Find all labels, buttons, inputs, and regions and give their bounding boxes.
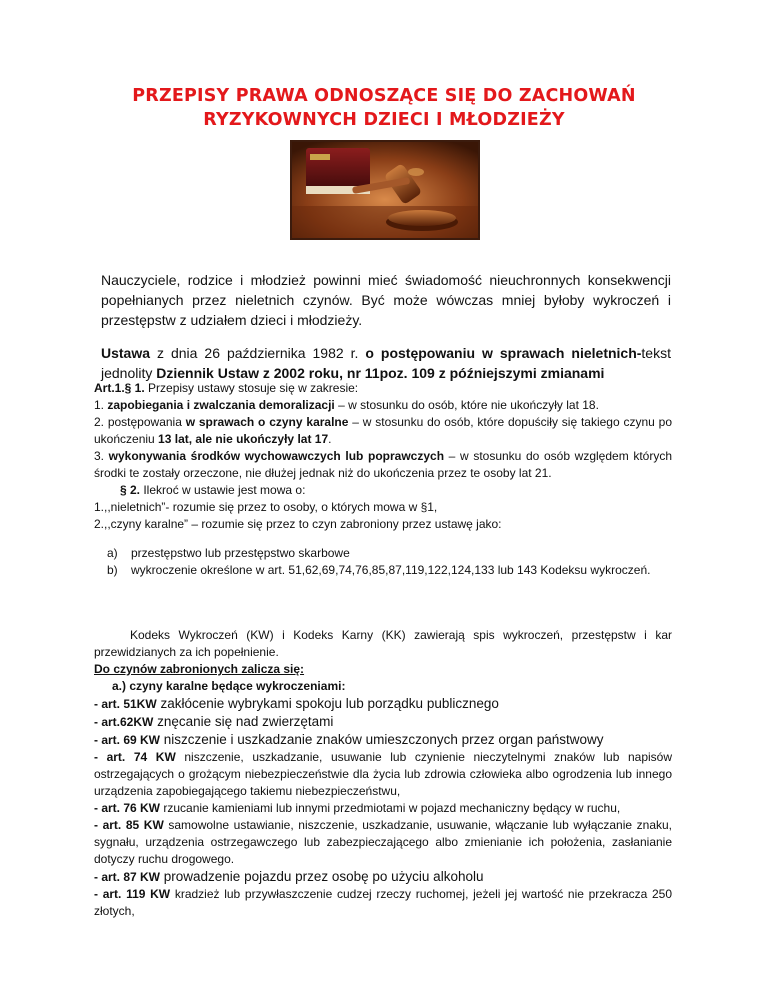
point-2-end: . (328, 432, 332, 446)
offences-subheading: a.) czyny karalne będące wykroczeniami: (112, 679, 346, 693)
title-line-2: RYZYKOWNYCH DZIECI I MŁODZIEŻY (203, 110, 565, 130)
article-point-2 (94, 414, 672, 448)
section-2-intro: Ilekroć w ustawie jest mowa o: (140, 483, 306, 497)
offence-text: niszczenie i uszkadzanie znaków umieszczonych przez organ państwowy (160, 732, 604, 747)
offence-text: kradzież lub przywłaszczenie cudzej rzeczy ruchomej, jeżeli jej wartość nie przekracza 250 złotych, (94, 887, 673, 918)
section-2-heading (94, 482, 672, 499)
point-2-number: 2. postępowania (94, 415, 186, 429)
gavel-and-book-icon (292, 142, 478, 238)
offence-item (94, 868, 672, 886)
definition-2: 2.,,czyny karalne” – rozumie się przez to czyn zabroniony przez ustawę jako: (94, 517, 502, 531)
point-2-title: w sprawach o czyny karalne (185, 415, 349, 429)
title-line-1: PRZEPISY PRAWA ODNOSZĄCE SIĘ DO ZACHOWAŃ (132, 86, 636, 106)
offence-ref: - art. 76 KW (94, 801, 161, 815)
list-item (107, 545, 671, 562)
list-item (107, 562, 671, 579)
offence-ref: - art.62KW (94, 715, 154, 729)
offence-ref: - art. 51KW (94, 697, 157, 711)
act-text-type: tekst jednolity (101, 345, 671, 381)
intro-section (101, 270, 671, 383)
offence-item (94, 731, 672, 749)
act-reference (101, 343, 671, 383)
gavel-photo (290, 140, 480, 240)
article-heading (94, 380, 672, 397)
offence-item (94, 817, 672, 868)
point-1-title: zapobiegania i zwalczania demoralizacji (107, 398, 335, 412)
offence-text: rzucanie kamieniami lub innymi przedmiotami w pojazd mechaniczny będący w ruchu, (160, 801, 621, 815)
punishable-acts-list (107, 545, 671, 579)
list-item-text: przestępstwo lub przestępstwo skarbowe (131, 546, 350, 560)
offence-ref: - art. 119 KW (94, 887, 171, 901)
article-point-3 (94, 448, 672, 482)
point-2-text: – w stosunku do osób, które dopuściły się takiego czynu po ukończeniu (94, 415, 672, 446)
offence-ref: - art. 87 KW (94, 870, 161, 884)
codes-intro: Kodeks Wykroczeń (KW) i Kodeks Karny (KK) zawierają spis wykroczeń, przestępstw i kar przewidzianych za ich popełnienie. (94, 628, 672, 659)
point-1-number: 1. (94, 398, 108, 412)
offence-item (94, 886, 672, 920)
point-3-number: 3. (94, 449, 109, 463)
offence-text: zakłócenie wybrykami spokoju lub porządku publicznego (156, 696, 499, 711)
offences-section (94, 627, 672, 920)
page-title (0, 84, 768, 132)
article-point-1 (94, 397, 672, 414)
definition-1: 1.,,nieletnich”- rozumie się przez to osoby, o których mowa w §1, (94, 500, 438, 514)
article-number: Art.1.§ 1. (94, 381, 145, 395)
article-1-section (94, 380, 672, 533)
point-2-age: 13 lat, ale nie ukończyły lat 17 (158, 432, 329, 446)
offence-ref: - art. 85 KW (94, 818, 164, 832)
offence-item (94, 800, 672, 817)
offence-text: prowadzenie pojazdu przez osobę po użyciu alkoholu (160, 869, 484, 884)
list-marker: b) (107, 563, 118, 577)
intro-paragraph: Nauczyciele, rodzice i młodzież powinni mieć świadomość nieuchronnych konsekwencji popełnianych przez nieletnich czynów. Być może wówczas mniej byłoby wykroczeń i przestępstw z udziałem dzieci i młodzieży. (101, 272, 671, 328)
offence-ref: - art. 69 KW (94, 733, 161, 747)
offence-item (94, 749, 672, 800)
article-intro: Przepisy ustawy stosuje się w zakresie: (144, 381, 359, 395)
offence-item (94, 695, 672, 713)
act-label: Ustawa (101, 345, 151, 361)
list-marker: a) (107, 546, 118, 560)
section-2-number: § 2. (120, 483, 141, 497)
list-item-text: wykroczenie określone w art. 51,62,69,74,76,85,87,119,122,124,133 lub 143 Kodeksu wykroczeń. (131, 563, 651, 577)
prohibited-acts-heading: Do czynów zabronionych zalicza się: (94, 662, 305, 676)
point-3-text: – w stosunku do osób względem których środki te zostały orzeczone, nie dłużej jednak niż do ukończenia przez te osoby lat 21. (94, 449, 673, 480)
act-journal: Dziennik Ustaw z 2002 roku, nr 11poz. 109 z późniejszymi zmianami (156, 365, 605, 381)
point-3-title: wykonywania środków wychowawczych lub poprawczych (108, 449, 445, 463)
offence-ref: - art. 74 KW (94, 750, 176, 764)
offence-text: niszczenie, uszkadzanie, usuwanie lub czynienie nieczytelnymi znaków lub napisów ostrzegających o grożącym niebezpieczeństwie dla życia lub zdrowia człowieka albo ogrodzenia lub innego urządzenia zapobiegającego takiemu niebezpieczeństwu, (94, 750, 672, 798)
offence-item (94, 713, 672, 731)
act-date: z dnia 26 października 1982 r. (150, 345, 366, 361)
point-1-text: – w stosunku do osób, które nie ukończyły lat 18. (334, 398, 599, 412)
act-title: o postępowaniu w sprawach nieletnich- (365, 345, 642, 361)
offence-text: samowolne ustawianie, niszczenie, uszkadzanie, usuwanie, włączanie lub wyłączanie znaku, sygnału, urządzenia ostrzegawczego lub zabezpieczającego albo zmienianie ich położenia, zasłanianie dotyczy ruchu drogowego. (94, 818, 672, 866)
offence-text: znęcanie się nad zwierzętami (153, 714, 334, 729)
